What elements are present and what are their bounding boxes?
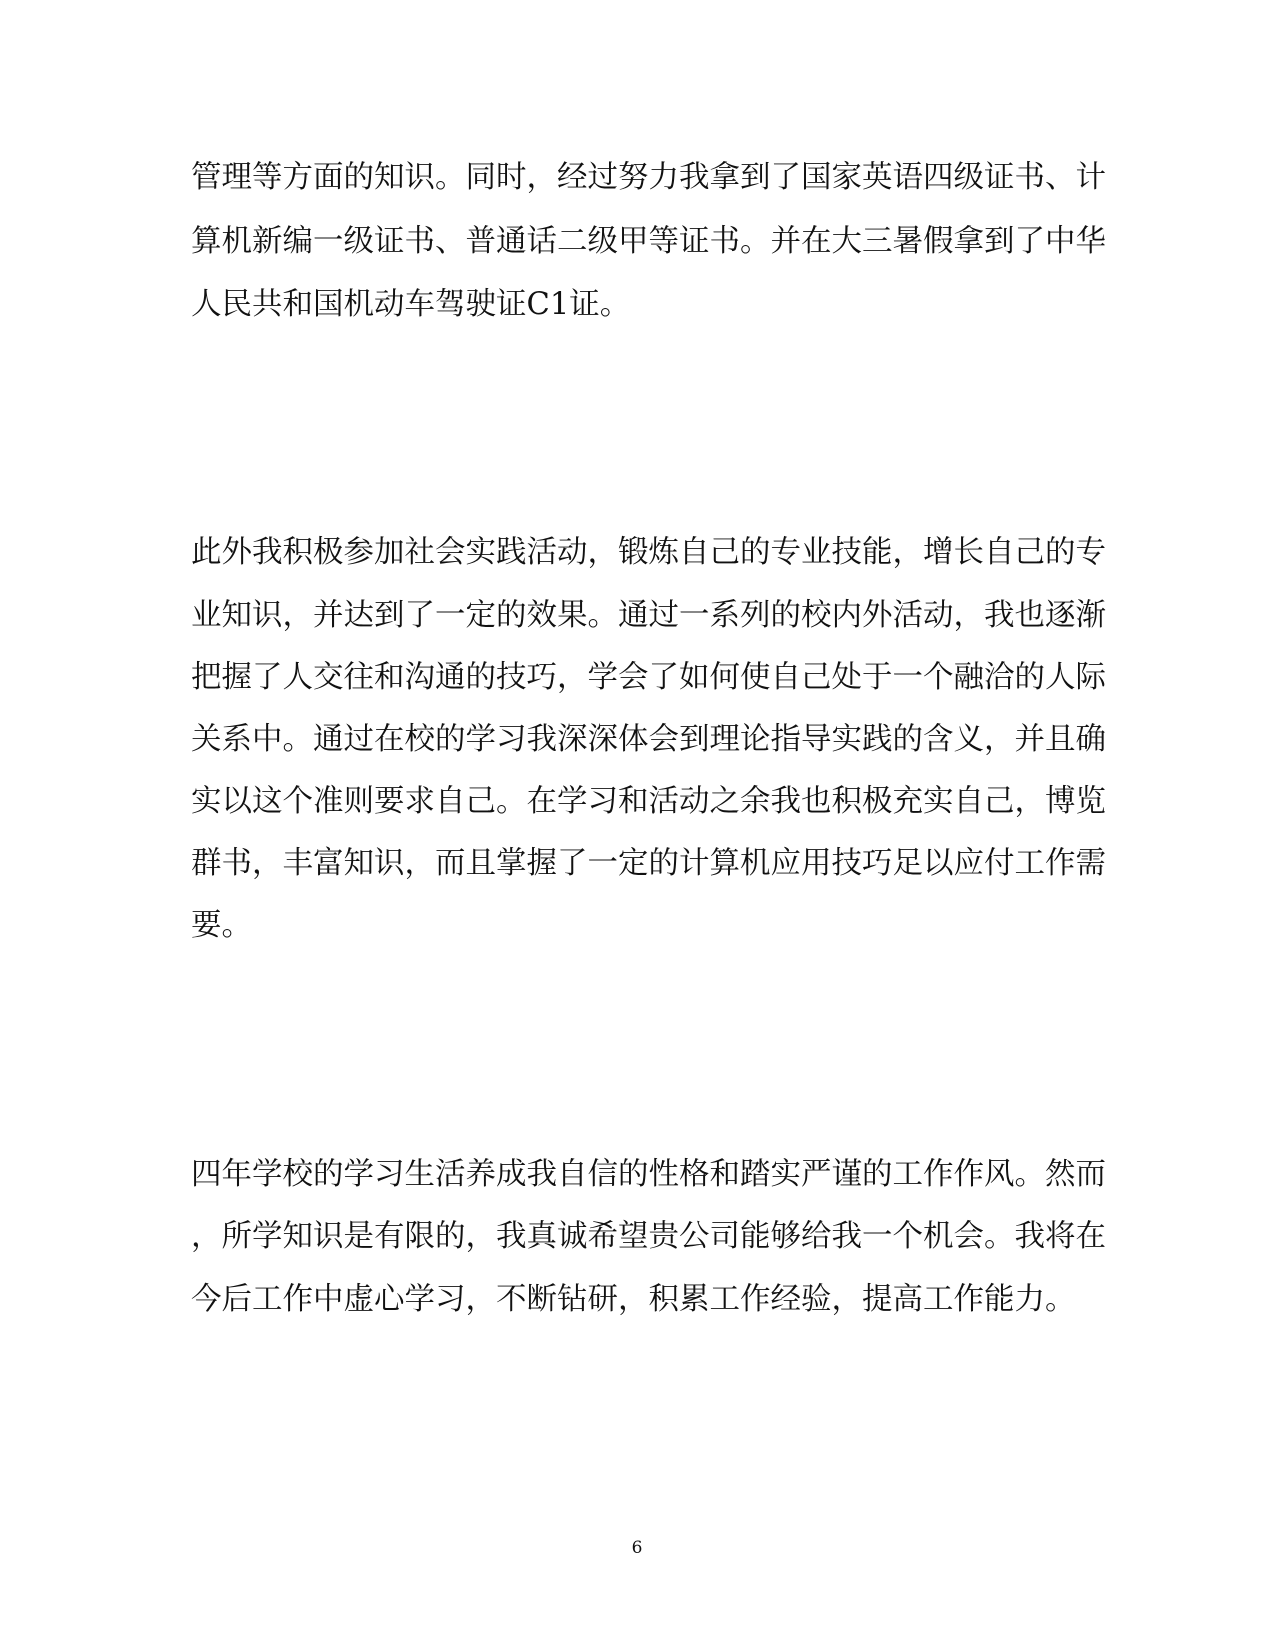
paragraph-line: 实以这个准则要求自己。在学习和活动之余我也积极充实自己，博览 <box>191 784 1106 819</box>
paragraph-line: 算机新编一级证书、普通话二级甲等证书。并在大三暑假拿到了中华 <box>191 224 1106 259</box>
paragraph-line: 人民共和国机动车驾驶证C1证。 <box>191 287 631 322</box>
paragraph-line: 群书，丰富知识，而且掌握了一定的计算机应用技巧足以应付工作需 <box>191 846 1106 881</box>
paragraph-line: 此外我积极参加社会实践活动，锻炼自己的专业技能，增长自己的专 <box>191 535 1106 570</box>
paragraph-line: ，所学知识是有限的，我真诚希望贵公司能够给我一个机会。我将在 <box>191 1219 1106 1254</box>
paragraph-line: 今后工作中虚心学习，不断钻研，积累工作经验，提高工作能力。 <box>191 1282 1076 1317</box>
page-number: 6 <box>631 1538 643 1558</box>
paragraph-line: 把握了人交往和沟通的技巧，学会了如何使自己处于一个融洽的人际 <box>191 660 1106 695</box>
paragraph-line: 四年学校的学习生活养成我自信的性格和踏实严谨的工作作风。然而 <box>191 1157 1106 1192</box>
paragraph-line: 关系中。通过在校的学习我深深体会到理论指导实践的含义，并且确 <box>191 722 1106 757</box>
paragraph-line: 要。 <box>191 908 252 943</box>
paragraph-line: 业知识，并达到了一定的效果。通过一系列的校内外活动，我也逐渐 <box>191 598 1106 633</box>
paragraph-line: 管理等方面的知识。同时，经过努力我拿到了国家英语四级证书、计 <box>191 160 1106 195</box>
